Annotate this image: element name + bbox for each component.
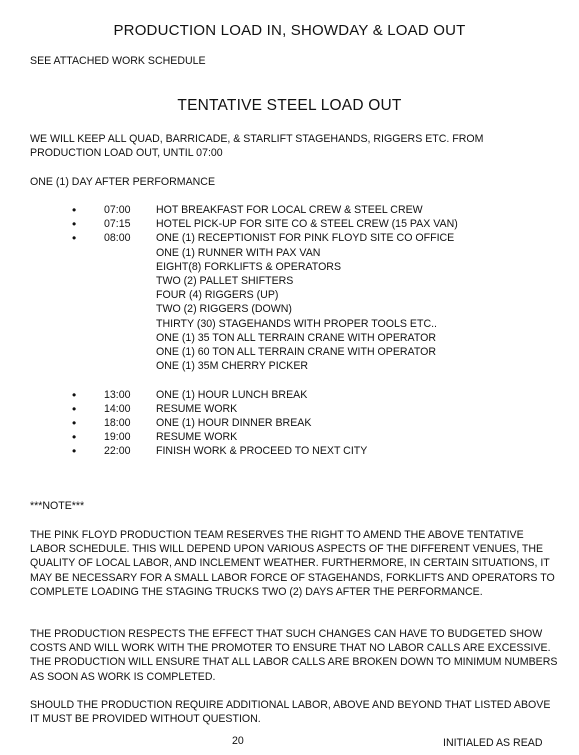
schedule-time: 08:00 — [104, 232, 131, 245]
intro-line-2: PRODUCTION LOAD OUT, UNTIL 07:00 — [30, 147, 223, 159]
intro-line-1: WE WILL KEEP ALL QUAD, BARRICADE, & STARLIFT STAGEHANDS, RIGGERS ETC. FROM — [30, 133, 484, 145]
page-number: 20 — [232, 735, 244, 747]
schedule-description: ONE (1) 60 TON ALL TERRAIN CRANE WITH OPERATOR — [156, 346, 437, 358]
note-paragraph-1: THE PINK FLOYD PRODUCTION TEAM RESERVES THE RIGHT TO AMEND THE ABOVE TENTATIVE LABOR SCHEDULE. THIS WILL DEPEND UPON VARIOUS ASPECTS OF THE DIFFERENT VENUES, THE QUALITY OF LOCAL LABOR, AND INCLEMENT WEATHER. FURTHERMORE, IN CERTAIN SITUATIONS, IT MAY BE NECESSARY FOR A SMALL LABOR FORCE OF STAGEHANDS, FORKLIFTS AND OPERATORS TO COMPLETE LOADING THE STAGING TRUCKS TWO (2) DAYS AFTER THE PERFORMANCE. — [30, 529, 555, 598]
day-after-line: ONE (1) DAY AFTER PERFORMANCE — [30, 176, 216, 188]
note-paragraph-3: SHOULD THE PRODUCTION REQUIRE ADDITIONAL LABOR, ABOVE AND BEYOND THAT LISTED ABOVE IT MUST BE PROVIDED WITHOUT QUESTION. — [30, 699, 551, 726]
section-subtitle: TENTATIVE STEEL LOAD OUT — [177, 97, 402, 114]
see-attached-line: SEE ATTACHED WORK SCHEDULE — [30, 55, 206, 67]
schedule-description: EIGHT(8) FORKLIFTS & OPERATORS — [156, 260, 342, 273]
schedule-time: 07:15 — [104, 218, 131, 231]
bullet-icon: • — [72, 231, 77, 246]
schedule-description: ONE (1) HOUR DINNER BREAK — [156, 417, 312, 429]
schedule-time: 22:00 — [104, 445, 131, 458]
bullet-icon: • — [72, 444, 77, 459]
schedule-description: HOTEL PICK-UP FOR SITE CO & STEEL CREW (15 PAX VAN) — [156, 218, 458, 231]
note-paragraph-2: THE PRODUCTION RESPECTS THE EFFECT THAT SUCH CHANGES CAN HAVE TO BUDGETED SHOW COSTS AND WILL WORK WITH THE PROMOTER TO ENSURE THAT NO LABOR CALLS ARE EXCESSIVE. THE PRODUCTION WILL ENSURE THAT ALL LABOR CALLS ARE BROKEN DOWN TO MINIMUM NUMBERS AS SOON AS WORK IS COMPLETED. — [30, 628, 558, 683]
bullet-icon: • — [72, 203, 77, 217]
schedule-time: 14:00 — [104, 402, 131, 415]
page-title: PRODUCTION LOAD IN, SHOWDAY & LOAD OUT — [113, 22, 466, 39]
schedule-description: THIRTY (30) STAGEHANDS WITH PROPER TOOLS ETC.. — [156, 317, 437, 330]
initialed-label: INITIALED AS READ — [443, 737, 543, 749]
bullet-icon: • — [72, 416, 77, 430]
schedule-description: RESUME WORK — [156, 402, 238, 415]
schedule-description: ONE (1) 35M CHERRY PICKER — [156, 360, 309, 373]
schedule-description: TWO (2) PALLET SHIFTERS — [156, 275, 294, 287]
schedule-description: ONE (1) HOUR LUNCH BREAK — [156, 388, 308, 401]
schedule-description: TWO (2) RIGGERS (DOWN) — [156, 303, 292, 316]
schedule-description: FINISH WORK & PROCEED TO NEXT CITY — [156, 445, 368, 458]
bullet-icon: • — [72, 401, 77, 416]
schedule-description: ONE (1) 35 TON ALL TERRAIN CRANE WITH OPERATOR — [156, 331, 437, 344]
schedule-description: HOT BREAKFAST FOR LOCAL CREW & STEEL CREW — [156, 204, 423, 216]
schedule-description: ONE (1) RECEPTIONIST FOR PINK FLOYD SITE CO OFFICE — [156, 232, 455, 245]
schedule-time: 13:00 — [104, 388, 131, 401]
bullet-icon: • — [72, 387, 77, 402]
schedule-time: 19:00 — [104, 431, 131, 444]
schedule-description: RESUME WORK — [156, 431, 238, 444]
bullet-icon: • — [72, 430, 77, 445]
schedule-time: 18:00 — [104, 417, 131, 429]
bullet-icon: • — [72, 217, 77, 232]
schedule-description: FOUR (4) RIGGERS (UP) — [156, 289, 279, 302]
schedule-time: 07:00 — [104, 204, 131, 216]
note-label: ***NOTE*** — [30, 500, 85, 512]
schedule-description: ONE (1) RUNNER WITH PAX VAN — [156, 246, 321, 259]
